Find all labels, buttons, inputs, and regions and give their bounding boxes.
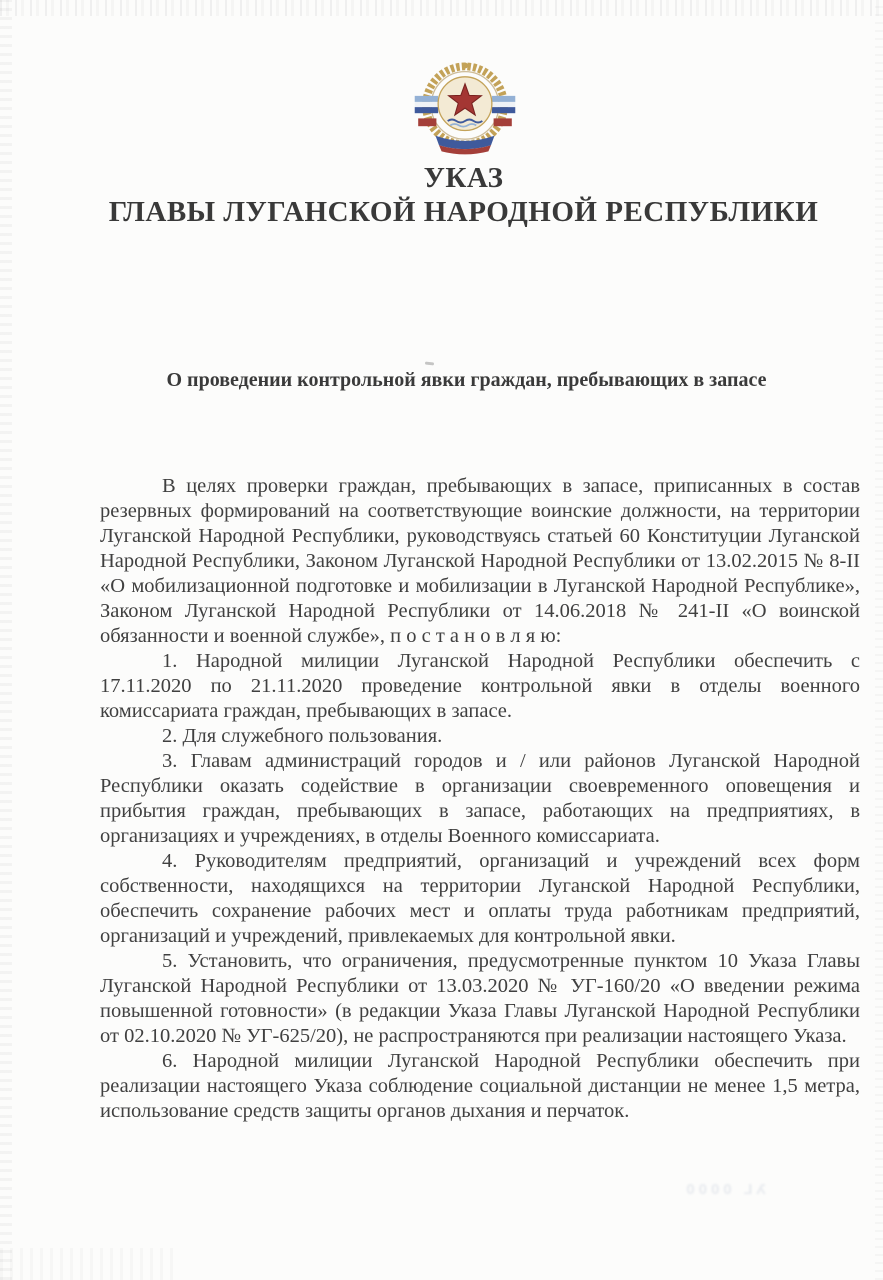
item-2: 2. Для служебного пользования. bbox=[162, 725, 443, 747]
document-body bbox=[100, 474, 860, 1124]
scan-noise-bottom-left bbox=[0, 1248, 180, 1280]
item-1: 1. Народной милиции Луганской Народной Республики обеспечить с 17.11.2020 по 21.11.2020 проведение контрольной явки в отделы военного комиссариата граждан, пребывающих в запасе. bbox=[100, 650, 860, 722]
item-5: 5. Установить, что ограничения, предусмотренные пунктом 10 Указа Главы Луганской Народной Республики от 13.03.2020 № УГ-160/20 «О введении режима повышенной готовности» (в редакции Указа Главы Луганской Народной Республики от 02.10.2020 № УГ-625/20), не распространяются при реализации настоящего Указа. bbox=[100, 950, 860, 1047]
document-issuer: ГЛАВЫ ЛУГАНСКОЙ НАРОДНОЙ РЕСПУБЛИКИ bbox=[108, 196, 819, 228]
item-6: 6. Народной милиции Луганской Народной Республики обеспечить при реализации настоящего Указа соблюдение социальной дистанции не менее 1,5 метра, использование средств защиты органов дыхания и перчаток. bbox=[100, 1050, 860, 1122]
scan-noise-top bbox=[0, 0, 883, 16]
flag-ribbon-left bbox=[415, 96, 438, 126]
lnr-coat-of-arms-icon bbox=[413, 56, 517, 160]
preamble-paragraph: В целях проверки граждан, пребывающих в запасе, приписанных в состав резервных формирований на соответствующие воинские должности, на территории Луганской Народной Республики, руководствуясь статьей 60 Конституции Луганской Народной Республики, Законом Луганской Народной Республики от 13.02.2015 № 8-II «О мобилизационной подготовке и мобилизации в Луганской Народной Республике», Законом Луганской Народной Республики от 14.06.2018 № 241-II «О воинской обязанности и военной службе», п о с т а н о в л я ю: bbox=[100, 475, 860, 647]
flag-ribbon-right bbox=[492, 96, 515, 126]
scan-speck bbox=[425, 362, 434, 366]
document-type-label: УКАЗ bbox=[423, 162, 504, 194]
document-heading bbox=[0, 161, 883, 229]
bottom-ribbon bbox=[436, 136, 495, 155]
bleedthrough-stamp: УГ 0000 bbox=[682, 1180, 766, 1197]
item-4: 4. Руководителям предприятий, организаций и учреждений всех форм собственности, находящихся на территории Луганской Народной Республики, обеспечить сохранение рабочих мест и оплаты труда работникам предприятий, организаций и учреждений, привлекаемых для контрольной явки. bbox=[100, 850, 860, 947]
item-3: 3. Главам администраций городов и / или районов Луганской Народной Республики оказать содействие в организации своевременного оповещения и прибытия граждан, пребывающих в запасе, работающих на предприятиях, в организациях и учреждениях, в отделы Военного комиссариата. bbox=[100, 750, 860, 847]
document-subject: О проведении контрольной явки граждан, пребывающих в запасе bbox=[166, 369, 767, 391]
